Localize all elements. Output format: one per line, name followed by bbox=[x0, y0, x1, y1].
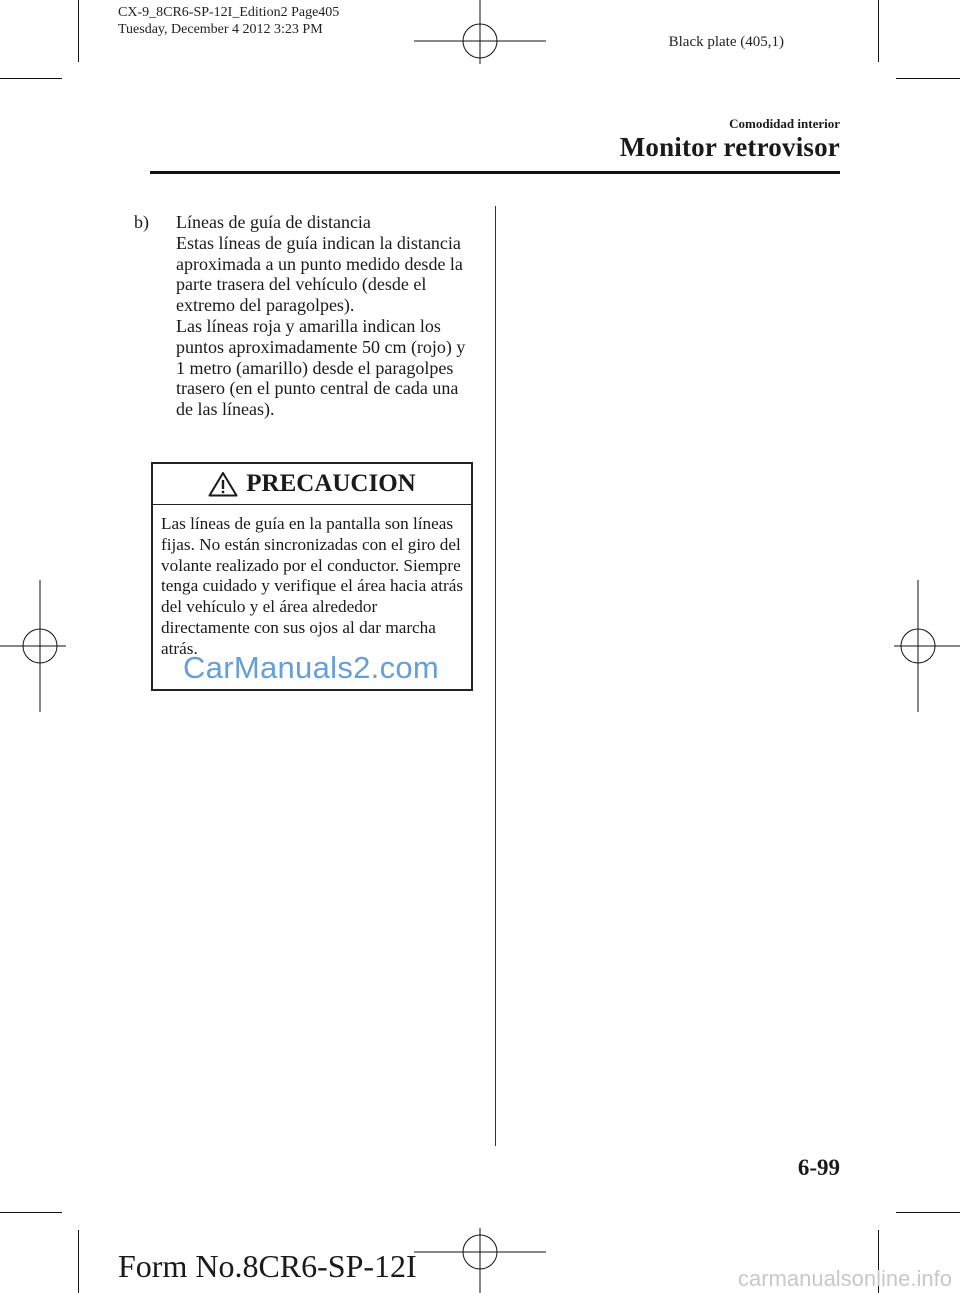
crop-mark bbox=[0, 1212, 62, 1213]
print-meta-file: CX-9_8CR6-SP-12I_Edition2 Page405 bbox=[118, 5, 340, 20]
print-meta-date: Tuesday, December 4 2012 3:23 PM bbox=[118, 22, 323, 37]
caution-header bbox=[153, 464, 471, 505]
list-item-letter: b) bbox=[134, 212, 149, 232]
registration-mark-icon bbox=[894, 580, 960, 712]
crop-mark bbox=[78, 1230, 79, 1293]
list-item-b bbox=[134, 212, 474, 420]
watermark: CarManuals2.com bbox=[183, 650, 440, 685]
crop-mark bbox=[78, 0, 79, 62]
crop-mark bbox=[896, 78, 960, 79]
registration-mark-icon bbox=[414, 1228, 546, 1293]
site-watermark: carmanualsonline.info bbox=[737, 1266, 952, 1291]
caution-text: Las líneas de guía en la pantalla son líneas fijas. No están sincronizadas con el giro del volante realizado por el conductor. Siempre tenga cuidado y verifique el área hacia atrás del vehículo y el área alrededor directamente con sus ojos al dar marcha atrás. bbox=[161, 514, 464, 658]
form-number: Form No.8CR6-SP-12I bbox=[118, 1248, 417, 1284]
page-title: Monitor retrovisor bbox=[619, 132, 840, 162]
crop-mark bbox=[896, 1212, 960, 1213]
header-rule bbox=[150, 171, 840, 174]
registration-mark-icon bbox=[0, 580, 66, 712]
page-number: 6-99 bbox=[797, 1155, 840, 1180]
item-paragraph-1: Estas líneas de guía indican la distancia aproximada a un punto medido desde la parte trasera del vehículo (desde el extremo del paragolpes). bbox=[176, 232, 463, 316]
caution-title: PRECAUCION bbox=[246, 470, 416, 497]
section-label: Comodidad interior bbox=[729, 116, 840, 131]
crop-mark bbox=[878, 0, 879, 62]
print-meta bbox=[118, 4, 339, 38]
warning-triangle-icon bbox=[208, 471, 238, 497]
item-paragraph-2: Las líneas roja y amarilla indican los puntos aproximadamente 50 cm (rojo) y 1 metro (amarillo) desde el paragolpes trasero (en el punto central de cada una de las líneas). bbox=[176, 315, 466, 420]
plate-label: Black plate (405,1) bbox=[668, 34, 784, 50]
registration-mark-icon bbox=[414, 0, 546, 64]
column-divider bbox=[495, 206, 496, 1146]
crop-mark bbox=[0, 78, 62, 79]
list-item-heading: Líneas de guía de distancia bbox=[176, 212, 371, 232]
